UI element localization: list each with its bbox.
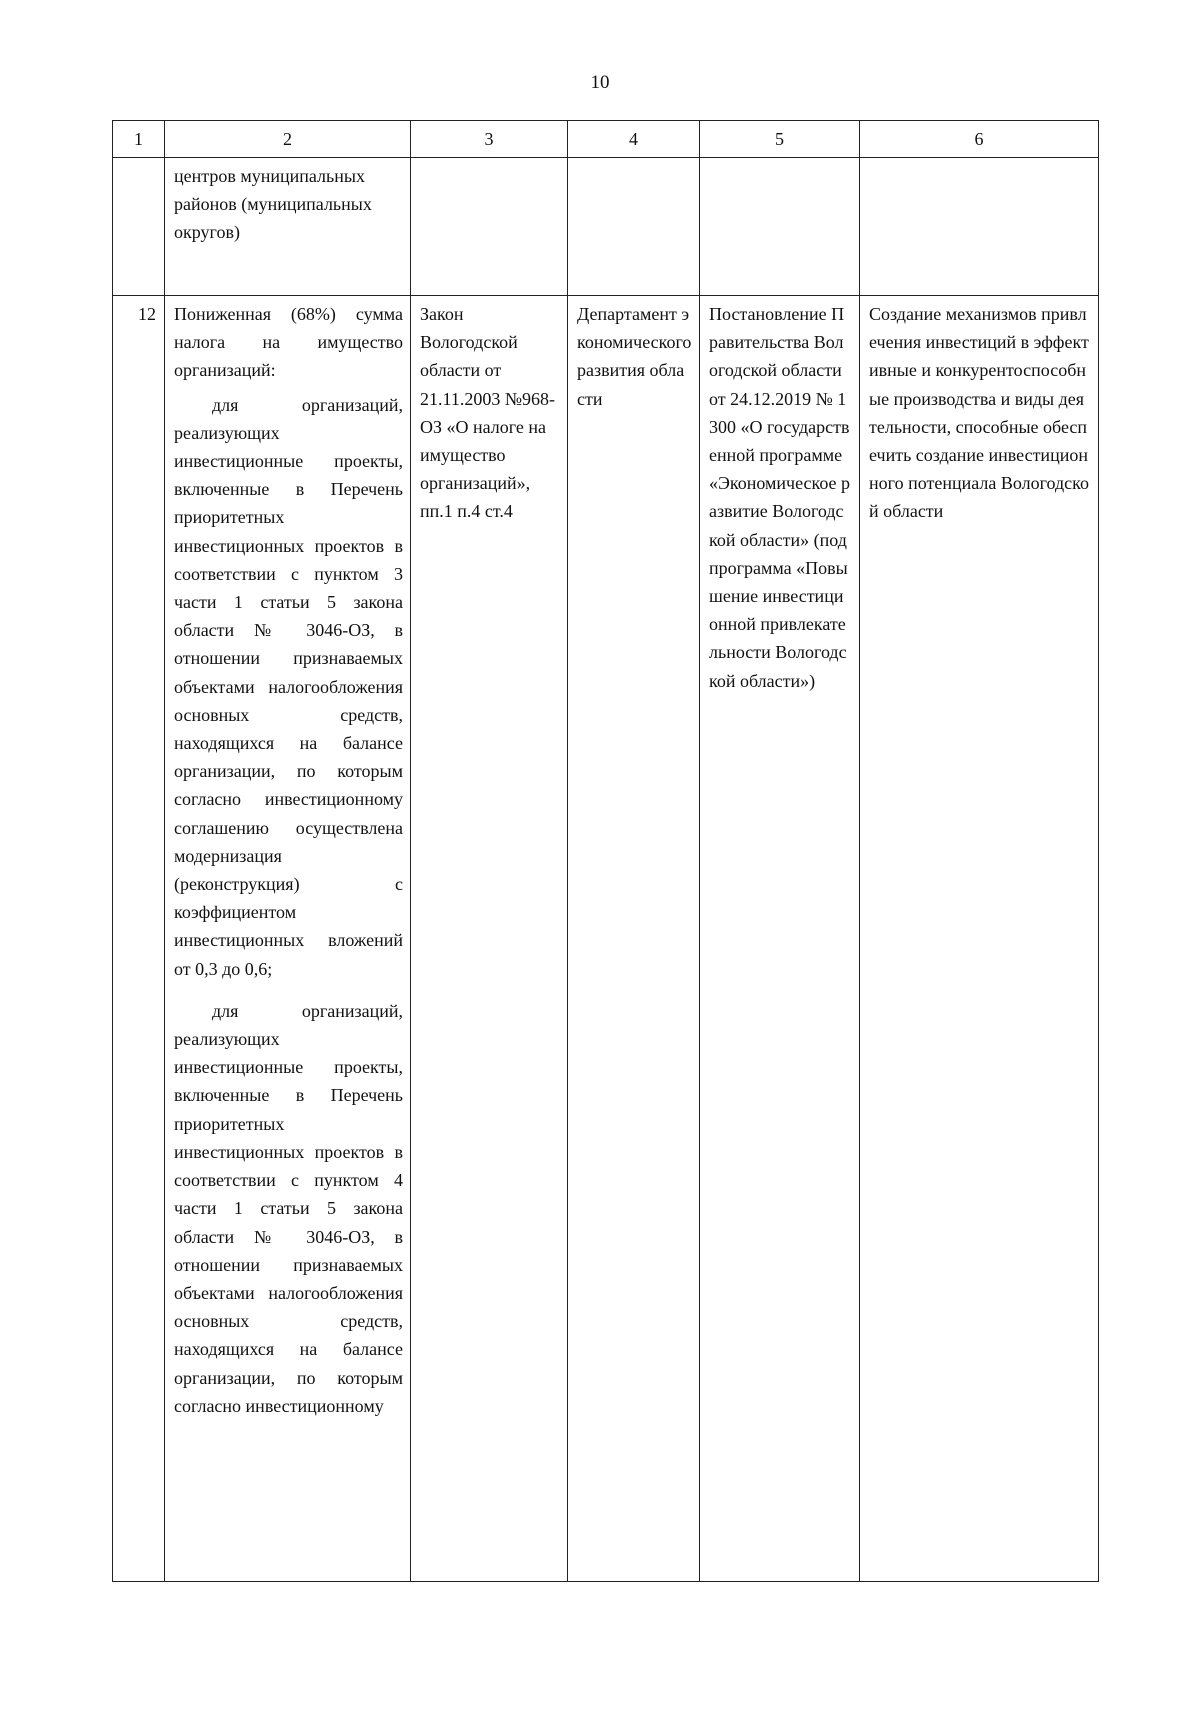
goal-cell xyxy=(860,158,1099,296)
row-number-cell xyxy=(113,158,165,296)
benefit-paragraph-2: для организаций, реализующих инвестиционные проекты, включенные в Перечень приоритетных инвестиционных проектов в соответствии с пунктом 4 части 1 статьи 5 закона области № 3046-ОЗ, в отношении признаваемых объектами налогообложения основных средств, находящихся на балансе организации, по которым согласно инвестиционному xyxy=(174,1000,403,1416)
program-cell xyxy=(700,158,860,296)
responsible-body-cell xyxy=(568,158,700,296)
table-header-row xyxy=(113,121,1099,158)
responsible-body-cell: Департамент экономического развития области xyxy=(568,296,700,1582)
benefits-table xyxy=(112,120,1099,1582)
row-number-cell: 12 xyxy=(113,296,165,1582)
header-col-2: 2 xyxy=(165,121,411,158)
page-number: 10 xyxy=(590,72,610,93)
benefit-paragraph-1: для организаций, реализующих инвестиционные проекты, включенные в Перечень приоритетных инвестиционных проектов в соответствии с пунктом 3 части 1 статьи 5 закона области № 3046-ОЗ, в отношении признаваемых объектами налогообложения основных средств, находящихся на балансе организации, по которым согласно инвестиционному соглашению осуществлена модернизация (реконструкция) с коэффициентом инвестиционных вложений от 0,3 до 0,6; xyxy=(174,394,403,979)
benefit-description-cell xyxy=(165,296,411,1582)
header-col-6: 6 xyxy=(860,121,1099,158)
header-col-3: 3 xyxy=(411,121,568,158)
legal-act-cell xyxy=(411,158,568,296)
program-cell: Постановление Правительства Вологодской области от 24.12.2019 № 1300 «О государственной программе «Экономическое развитие Вологодской области» (подпрограмма «Повышение инвестиционной привлекательности Вологодской области») xyxy=(700,296,860,1582)
benefit-description-cell: центров муниципальных районов (муниципальных округов) xyxy=(165,158,411,296)
header-col-5: 5 xyxy=(700,121,860,158)
header-col-4: 4 xyxy=(568,121,700,158)
legal-act-cell: Закон Вологодской области от 21.11.2003 №968-ОЗ «О налоге на имущество организаций», пп.1 п.4 ст.4 xyxy=(411,296,568,1582)
benefit-intro: Пониженная (68%) сумма налога на имущество организаций: xyxy=(174,304,403,381)
table-row xyxy=(113,296,1099,1582)
goal-cell: Создание механизмов привлечения инвестиций в эффективные и конкурентоспособные производства и виды деятельности, способные обеспечить создание инвестиционного потенциала Вологодской области xyxy=(860,296,1099,1582)
header-col-1: 1 xyxy=(113,121,165,158)
table-row xyxy=(113,158,1099,296)
